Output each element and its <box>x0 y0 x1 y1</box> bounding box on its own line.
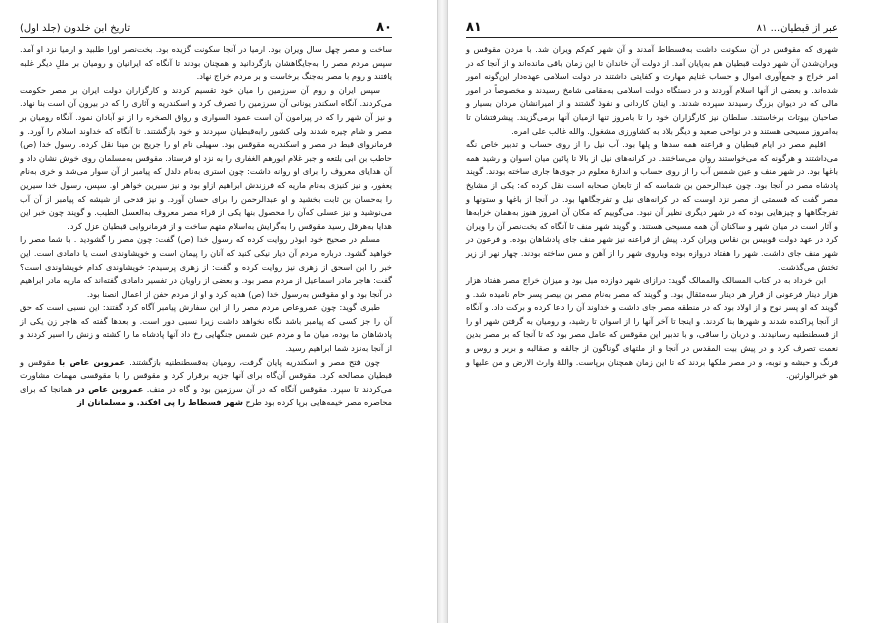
left-page-text <box>20 43 392 410</box>
left-page-header <box>20 20 392 38</box>
left-page <box>6 12 406 612</box>
paragraph: طبری گوید: چون عمروعاص مردم مصر را از این سفارش پیامبر آگاه کرد گفتند: این نسبی است که حق آن را جز کسی که پیامبر باشد نگاه نخواهد داشت زیرا نسبی دور است. و بعدها گفته که هاجر زن یکی از پادشاهان ما بوده، میان ما و مردم عین شمس جنگهایی رخ داد آنها پادشاه ما را کشته و زنش را اسیر کردند و از آنجا به‌نزد شما ابراهیم رسید. <box>20 302 392 354</box>
paragraph: چون فتح مصر و اسکندریه پایان گرفت، رومیان به‌قسطنطنیه بازگشتند. عمروبن عاص با مقوقس و قبطیان مصالحه کرد. مقوقس آن‌گاه برای آنها جزیه برقرار کرد و مقوقس را با مقوقسی مهمات مشاورت می‌کردند تا سپرد. مقوقس آنگاه که در آن سرزمین بود و گاه در منف. عمروبن عاص در همانجا که برای محاصره مصر خیمه‌هایی برپا کرده بود طرح شهر فسطاط را پی افکند. و مسلمانان از <box>20 356 392 408</box>
right-page-text <box>466 43 838 383</box>
paragraph: ساخت و مصر چهل سال ویران بود. ارمیا در آنجا سکونت گزیده بود. بخت‌نصر اورا طلبید و ارمیا نزد او آمد. سپس مردم مصر را به‌جایگاهشان بازگردانید و همچنان بودند تا آنگاه که ایرانیان و رومیان بر مللِ دیگر غلبه یافتند و روم با مصر به‌جنگ برخاست و بر مردم خراج نهاد. <box>20 44 392 82</box>
running-title: عبر از قبطیان... ۸۱ <box>756 23 838 34</box>
right-page-header <box>466 20 838 38</box>
running-title: تاریخ ابن خلدون (جلد اول) <box>20 23 131 34</box>
paragraph: سپس ایران و روم آن سرزمین را میان خود تقسیم کردند و کارگزاران دولت ایران بر مصر حکومت می‌کردند. آنگاه اسکندر یونانی آن سرزمین را تصرف کرد و اسکندریه و آثاری را که در بیرون آن است بنا نهاد. و نیز آن شهر را که در پیرامون آن است عمود السواری و رواق الصخره را از نو آبادان نمود. آنگاه رومیان بر مصر و شام چیره شدند ولی کشور رابه‌قبطیان سپردند و خود بازگشتند. تا آنگاه که خداوند اسلام را آورد. و فرمانروای قبط در مصر و اسکندریه مقوقس بود. سهیلی نام او را جریج بن مینا نقل کرده. رسول خدا (ص) حاطب بن ابی بلتعه و جبر غلام ابورهم الغفاری را به نزد او فرستاد. مقوقس به‌مسلمان روی خوش نشان داد و آن هدایای معروف را برای او روانه داشت: چون استری به‌نام دلدل که پیامبر از آن سوار می‌شد و خری به‌نام یعفور، و نیز کنیزی به‌نام ماریه که فرزندش ابراهیم ازاو بود و نیز سیرین خواهر او. سپس، رسول خدا سیرین را به‌حسان بن ثابت بخشید و او عبدالرحمن را برای حسان آورد. و نیز قدحی از شیشه که پیامبر از آن آب می‌نوشید و نیز عسلی که‌آن را محصول بنها یکی از قراء مصر معروف به‌العسل الطیب. و گویند چون خبر این هدایا به‌هرقل رسید مقوقس را به‌گرایش به‌اسلام متهم ساخت و از فرمانروایی قبطیان عزل کرد. <box>20 84 392 231</box>
page-number: ۸۱ <box>466 20 482 35</box>
page-number: ۸۰ <box>376 20 392 35</box>
paragraph: مسلم در صحیح خود ابوذر روایت کرده که رسول خدا (ص) گفت: چون مصر را گشودید . با شما مصر را خواهید گشود. درباره مردم آن دیار نیکی کنید که آنان را پیمان است و خویشاوندی است یا دامادی است. این خبر را ابن اسحق از زهری نیز روایت کرده و گفت: از زهری پرسیدم: خویشاوندی کدام خویشاوندی است؟ گفت: هاجر مادر اسماعیل از مردم مصر بود. و بعضی از راویان در تفسیر دامادی گفته‌اند که ماریه مادر ابراهیم در آنجا بود و او مقوقس به‌رسول خدا (ص) هدیه کرد و او از مردم حفن از اعمال انصنا بود. <box>20 234 392 299</box>
paragraph: اقلیم مصر در ایام قبطیان و فراعنه همه سدها و پلها بود. آب نیل را از روی حساب و تدبیر خاص نگه می‌داشتند و هرگونه که می‌خواستند روان می‌ساختند. در کرانه‌های نیل از بالا تا پائین میان اسوان و رشید همه باغها بود. در شهر منف و عین شمس آب را از روی حساب و اندازهٔ معلوم در جوی‌ها جاری ساخته بودند. گویند پادشاه مصر در آنجا بود. چون عبدالرحمن بن شماسه که از تابعان صحابه است نقل کرده که: یکی از مشایخ مصر گفت که قسمتی از مصر نزد اوست که در کرانه‌های نیل و تفرجگاهها بود. در آنجا از باغها و ستونها و تفرجگاهها و چیزهایی بوده که در شهر دیگری نظیر آن نبود. می‌گوییم که مکان آن امروز هنوز به‌همان خرابه‌ها و آثار است در میان شهر و ساکنان آن همه مسیحی هستند. و گویند شهر منف تا آنگاه که بخت‌نصر آن را ویران کرد در عهد دولت قوبیس بن نقاس ویران کرد. پیش از فراعنه نیز شهر منف جای پادشاهان بوده. و فرعون در شهر منف جای داشت. شهر را هفتاد دروازه بوده وباروی شهر را از آهن و مس ساخته بودند. چهار نهر از زیر تختش می‌گذشت. <box>466 139 838 272</box>
paragraph: شهری که مقوقس در آن سکونت داشت به‌فسطاط آمدند و آن شهر کم‌کم ویران شد. با مردن مقوقس و ویران‌شدن آن شهر دولت قبطیان هم به‌پایان آمد. از دولت آن خاندان تا این زمان باقی مانده‌اند و از آنجا که در امر خراج و جمع‌آوری اموال و حساب غنایم مهارت و کفایتی داشتند در دولت اسلامی عهده‌دار این‌گونه امور شده‌اند. و بعضی از آنها اسلام آوردند و در دستگاه دولت اسلامی به‌مقامی شامخ رسیدند و مخصوصاً در امور مالی که در دیوان بزرگ رسیدند سپرده شدند. و اینان کاردانی و نفوذ گشتند و از امیرانشان مردان بسیار و صاحبان بیوتات برخاستند. سلطان نیز کارگزاران خود را تا بامروز تنها ازمیان آنها برمی‌گزیند. پیشرفتشان تا به‌امروز مسیحی هستند و در نواحی صعید و دیگر بلاد به کشاورزی مشغول. والله غالب علی امره. <box>466 44 838 136</box>
right-page <box>452 12 852 612</box>
book-spine <box>437 0 448 623</box>
paragraph: ابن خرداد به در کتاب المسالک والممالک گوید: درازای شهر دوازده میل بود و میزان خراج مصر هفتاد هزار هزار دینار فرعونی از قرار هر دینار سه‌مثقال بود. و گویند که مصر به‌نام مصر بن بیصر پسر حام نامیده شد. و گویند که او پسر نوح و از اولاد بود که در منطقه مصر جای داشت و خداوند آن را دعا کرده و برکت داد. و آنگاه از آنجا پراکنده شدند و شهرها بنا کردند. و اینجا تا آخر آنها را از اسوان تا رشید، و رومیان به گرفتن شهر او را از قسطنطنیه رسانیدند. و دربان را ساقی، و با تدبیر این مقوقس که عامل مصر بود که تا آنجا که بر مصر بدین نعمت تصرف کرد و در پیش بیت المقدس در آنجا و از ملتهای گوناگون از جالقه و صقالبه و بربر و روس و فرنگ و حبشه و نوبه، و در مصر ملکها بردند که تا این زمان همچنان برپاست. واللهٔ وارث الارض و من علیها و هو خیرالوارثین. <box>466 275 838 381</box>
